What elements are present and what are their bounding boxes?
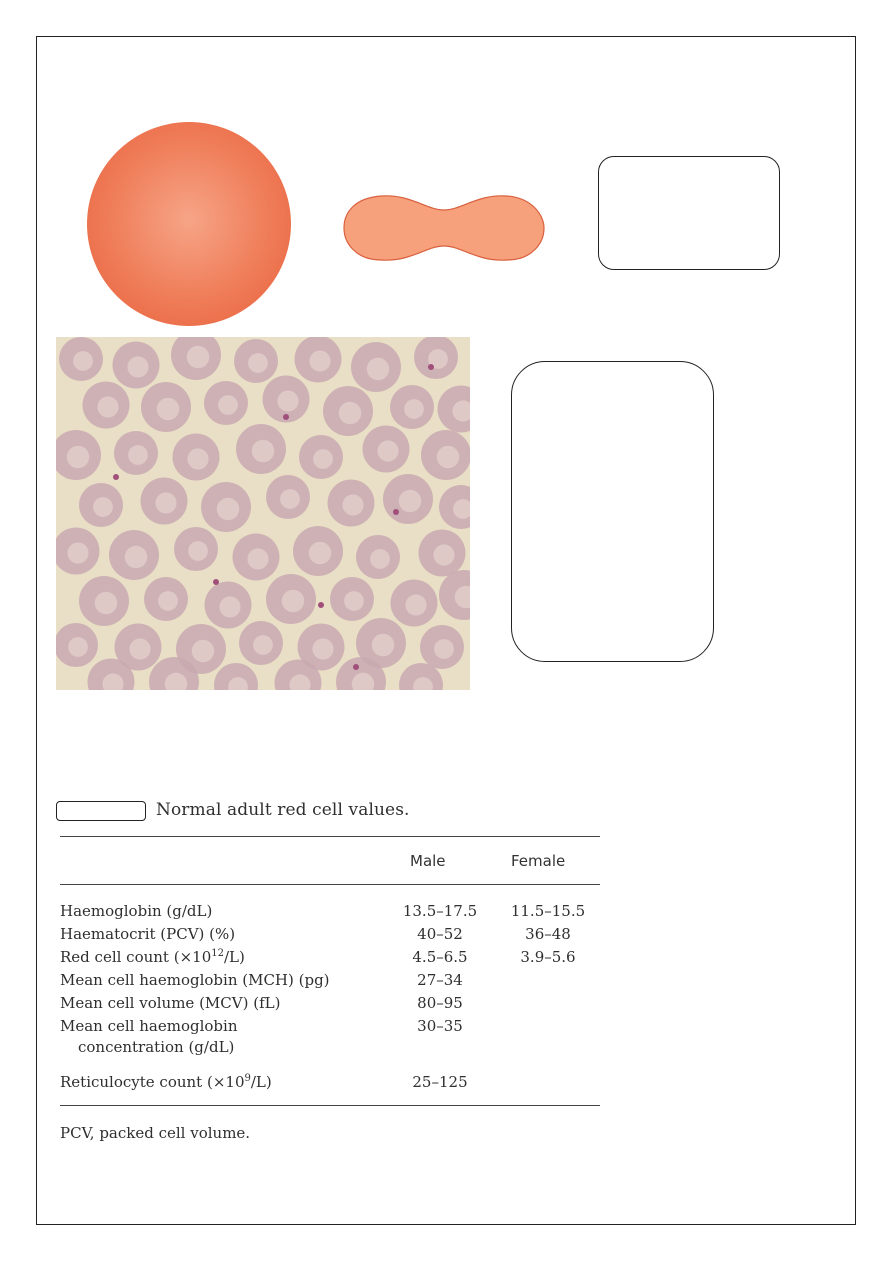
male-value: 30–35 [417,1017,463,1035]
red-cell [330,577,374,621]
table-number-blank-box [56,801,146,821]
red-cell [141,478,188,525]
blood-smear-photo [56,337,470,690]
red-cell [59,337,103,381]
table-footnote: PCV, packed cell volume. [60,1124,251,1142]
red-cell [414,337,458,379]
row-label: Red cell count $(\times 10^{12}/L)$ [60,948,245,966]
male-value: 13.5–17.5 [402,902,478,920]
red-cell-face-view-illustration [87,122,291,326]
table-row [60,902,600,923]
blank-label-box-middle [511,361,714,662]
red-cell [174,527,218,571]
table-bottom-rule [60,1105,600,1106]
male-value: 80–95 [417,994,463,1012]
female-value: 11.5–15.5 [510,902,586,920]
red-cell [214,663,258,690]
red-cell [236,424,286,474]
table-row [60,1017,600,1056]
table-row [60,925,600,946]
red-cell [295,337,342,383]
female-value: 3.9–5.6 [520,948,576,966]
row-label: Haematocrit (PCV) (%) [60,925,236,943]
red-cell [56,430,101,480]
blank-label-box-top [598,156,780,270]
platelet [428,364,434,370]
red-cell [114,431,158,475]
red-cell [419,530,466,577]
table-row [60,948,600,969]
red-cell [56,623,98,667]
male-value: 27–34 [417,971,463,989]
red-cell [420,625,464,669]
red-cell [173,434,220,481]
red-cell [83,382,130,429]
red-cell [439,485,470,529]
platelet [113,474,119,480]
red-cell [421,430,470,480]
row-label-continuation: concentration (g/dL) [78,1038,235,1056]
blood-smear-cells [56,337,470,690]
red-cell [79,483,123,527]
red-cell [266,475,310,519]
row-label: Mean cell volume (MCV) (fL) [60,994,281,1012]
table-header-rule [60,884,600,885]
row-label: Mean cell haemoglobin (MCH) (pg) [60,971,330,989]
table-top-rule [60,836,600,837]
row-label: Reticulocyte count $(\times 10^9/L)$ [60,1073,272,1091]
red-cell [204,381,248,425]
red-cell [205,582,252,629]
red-cell [239,621,283,665]
male-value: 40–52 [417,925,463,943]
red-cell [299,435,343,479]
male-value: 25–125 [412,1073,468,1091]
red-cell [109,530,159,580]
red-cell [351,342,401,392]
red-cell [233,534,280,581]
row-label: Haemoglobin (g/dL) [60,902,213,920]
red-cell [323,386,373,436]
female-value: 36–48 [525,925,571,943]
red-cell [328,480,375,527]
red-cell [144,577,188,621]
red-cell [356,535,400,579]
row-label: Mean cell haemoglobin [60,1017,238,1035]
platelet [353,664,359,670]
column-header-female: Female [511,852,566,870]
red-cell [56,528,100,575]
platelet [393,509,399,515]
red-cell-side-view-illustration [341,192,547,264]
red-cell [363,426,410,473]
red-cell [234,339,278,383]
red-cell [171,337,221,380]
red-cell [266,574,316,624]
platelet [213,579,219,585]
table-title: Normal adult red cell values. [156,800,410,820]
table-row [60,971,600,992]
table-row [60,994,600,1015]
red-cell [439,570,470,620]
platelet [283,414,289,420]
column-header-male: Male [410,852,446,870]
red-cell [113,342,160,389]
male-value: 4.5–6.5 [412,948,468,966]
platelet [318,602,324,608]
red-cell [201,482,251,532]
table-row [60,1073,600,1094]
red-cell [293,526,343,576]
red-cell [390,385,434,429]
red-cell [438,386,471,433]
red-cell [391,580,438,627]
red-cell [141,382,191,432]
red-cell [383,474,433,524]
red-cell [79,576,129,626]
